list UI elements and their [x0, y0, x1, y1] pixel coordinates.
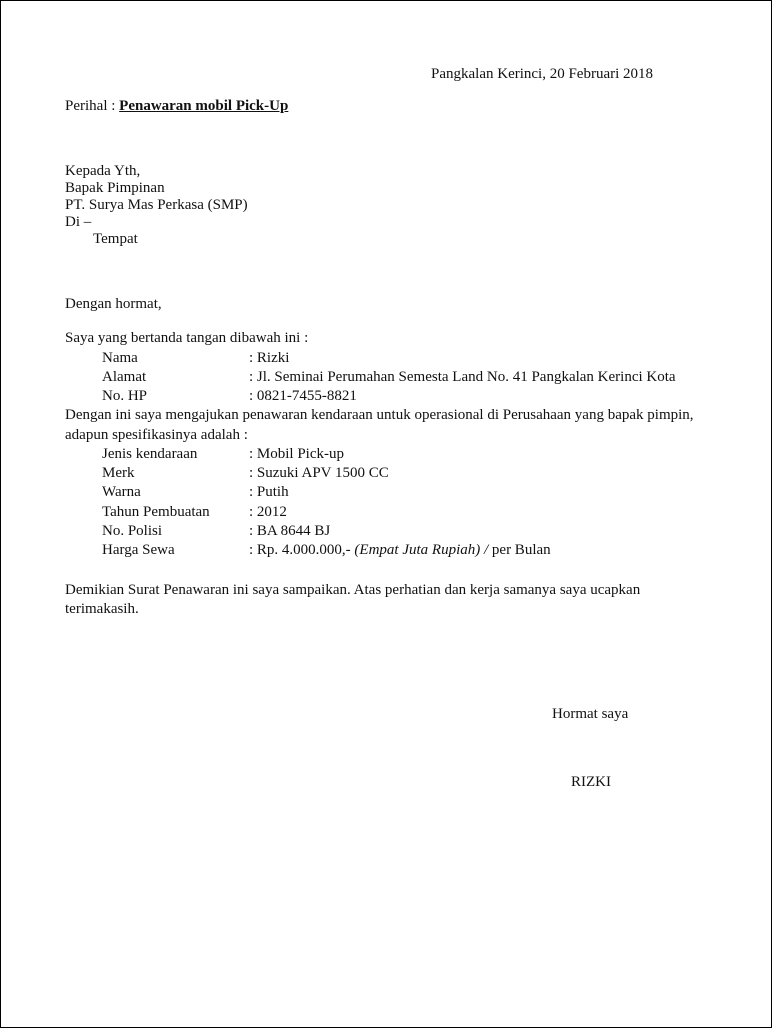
spec-value-color: : Putih — [249, 484, 289, 500]
spec-label-type: Jenis kendaraan — [102, 446, 198, 462]
greeting: Dengan hormat, — [65, 296, 162, 312]
recipient-line-1: Kepada Yth, — [65, 163, 141, 179]
subject-line — [65, 97, 288, 116]
subject-value: Penawaran mobil Pick-Up — [119, 98, 289, 114]
subject-label: Perihal : — [65, 98, 116, 114]
recipient-line-3: PT. Surya Mas Perkasa (SMP) — [65, 197, 248, 213]
place-date: Pangkalan Kerinci, 20 Februari 2018 — [431, 66, 654, 82]
sender-label-name: Nama — [102, 350, 138, 366]
sender-value-address: : Jl. Seminai Perumahan Semesta Land No. 41 Pangkalan Kerinci Kota — [249, 369, 676, 385]
spec-value-plate: : BA 8644 BJ — [249, 523, 331, 539]
recipient-line-5: Tempat — [93, 231, 138, 247]
price-value — [249, 541, 551, 560]
closing-line-1: Demikian Surat Penawaran ini saya sampaikan. Atas perhatian dan kerja samanya saya ucapkan — [65, 582, 641, 598]
recipient-line-4: Di – — [65, 214, 92, 230]
sender-value-name: : Rizki — [249, 350, 290, 366]
signoff: Hormat saya — [552, 706, 629, 722]
spec-value-brand: : Suzuki APV 1500 CC — [249, 465, 389, 481]
spec-label-year: Tahun Pembuatan — [102, 504, 210, 520]
signature-name: RIZKI — [571, 774, 611, 790]
recipient-line-2: Bapak Pimpinan — [65, 180, 165, 196]
spec-label-brand: Merk — [102, 465, 135, 481]
sender-value-phone: : 0821-7455-8821 — [249, 388, 357, 404]
price-period: per Bulan — [491, 542, 551, 558]
closing-line-2: terimakasih. — [65, 601, 139, 617]
intro-text: Saya yang bertanda tangan dibawah ini : — [65, 330, 309, 346]
spec-label-color: Warna — [102, 484, 141, 500]
price-amount: : Rp. 4.000.000,- — [249, 542, 351, 558]
offer-line-1: Dengan ini saya mengajukan penawaran kendaraan untuk operasional di Perusahaan yang bapak pimpin, — [65, 407, 694, 423]
spec-value-year: : 2012 — [249, 504, 287, 520]
price-in-words: (Empat Juta Rupiah) / — [354, 542, 489, 558]
sender-label-phone: No. HP — [102, 388, 148, 404]
offer-line-2: adapun spesifikasinya adalah : — [65, 427, 248, 443]
sender-label-address: Alamat — [102, 369, 147, 385]
price-label: Harga Sewa — [102, 542, 175, 558]
spec-label-plate: No. Polisi — [102, 523, 163, 539]
spec-value-type: : Mobil Pick-up — [249, 446, 345, 462]
